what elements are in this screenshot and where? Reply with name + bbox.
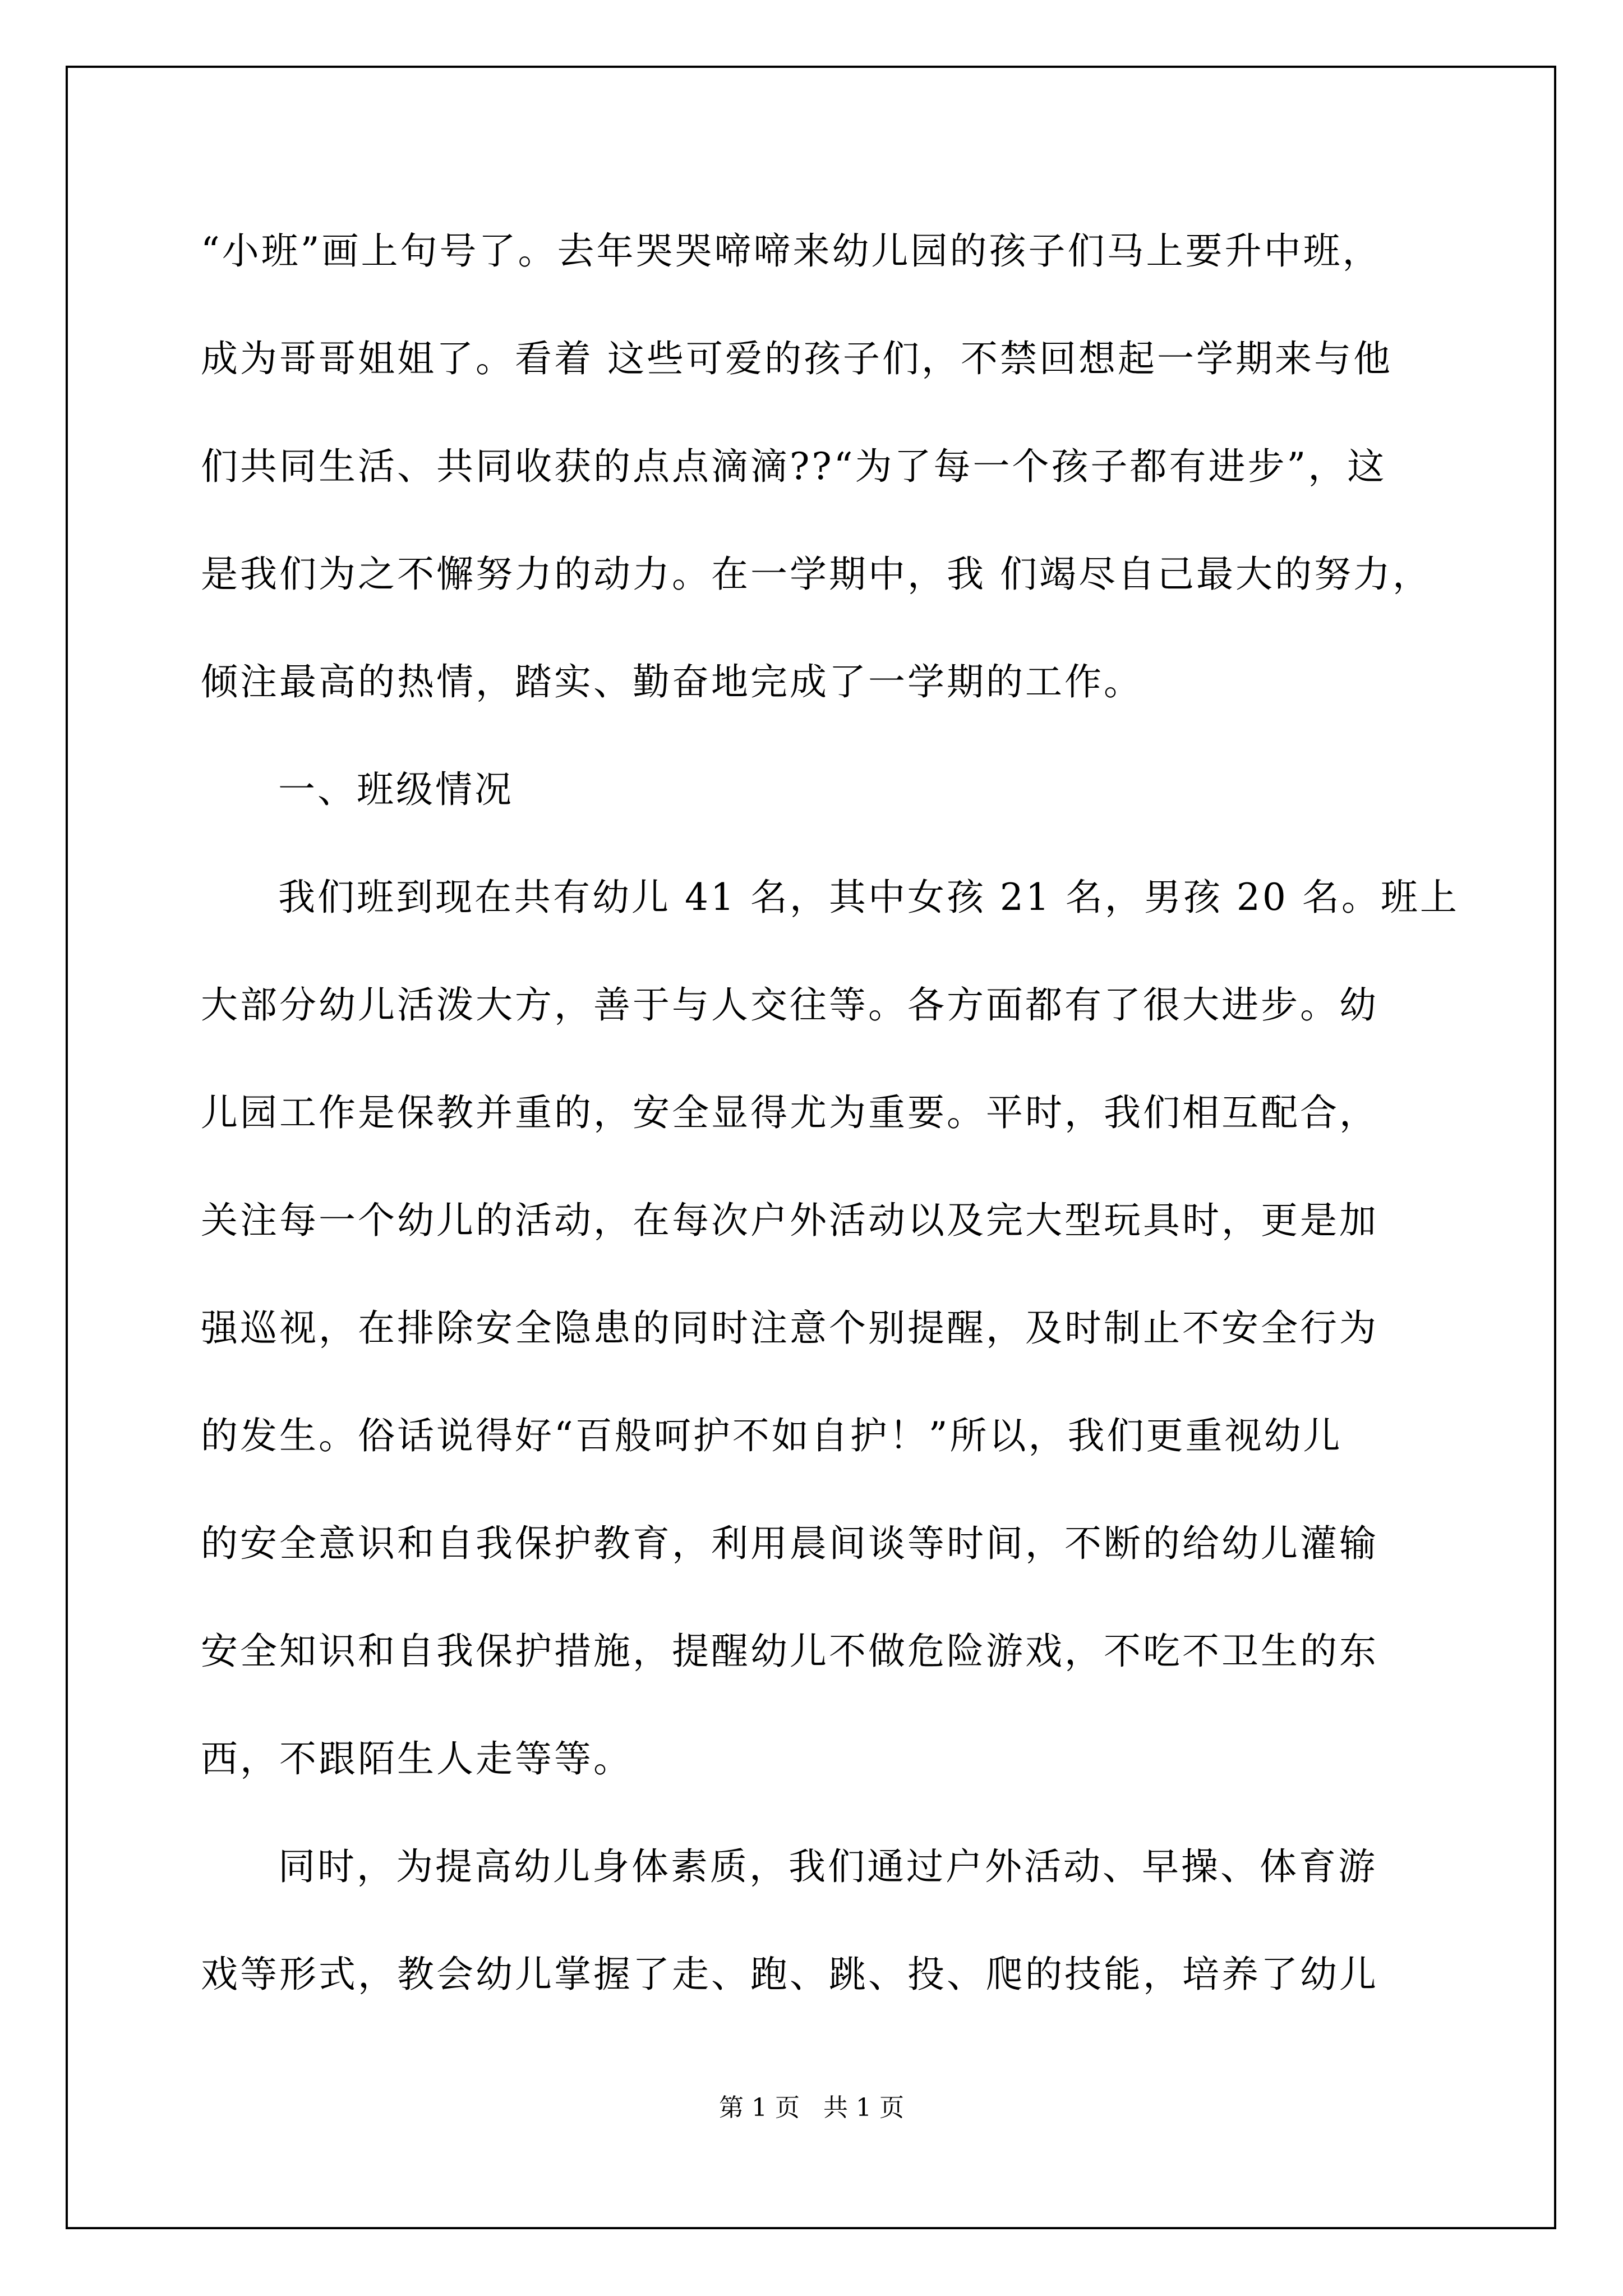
text-line: 我们班到现在共有幼儿 41 名，其中女孩 21 名，男孩 20 名。班上 [278, 876, 1459, 919]
text-line: 儿园工作是保教并重的，安全显得尤为重要。平时，我们相互配合， [201, 1091, 1378, 1134]
text-line: 关注每一个幼儿的活动，在每次户外活动以及完大型玩具时，更是加 [201, 1199, 1378, 1242]
page-footer: 第 1 页 共 1 页 [719, 2093, 904, 2122]
text-line: 同时，为提高幼儿身体素质，我们通过户外活动、早操、体育游 [278, 1845, 1377, 1888]
text-line: 安全知识和自我保护措施，提醒幼儿不做危险游戏，不吃不卫生的东 [201, 1630, 1378, 1673]
page-border [66, 66, 1556, 2229]
text-line: 成为哥哥姐姐了。看着 这些可爱的孩子们，不禁回想起一学期来与他 [201, 337, 1393, 380]
text-line: 西，不跟陌生人走等等。 [201, 1737, 633, 1780]
text-line: 倾注最高的热情，踏实、勤奋地完成了一学期的工作。 [201, 660, 1143, 703]
text-line: 的发生。俗话说得好“百般呵护不如自护！”所以，我们更重视幼儿 [201, 1414, 1343, 1457]
text-line: 大部分幼儿活泼大方，善于与人交往等。各方面都有了很大进步。幼 [201, 983, 1378, 1027]
text-line: 们共同生活、共同收获的点点滴滴??“为了每一个孩子都有进步”，这 [201, 445, 1387, 488]
text-line: 是我们为之不懈努力的动力。在一学期中，我 们竭尽自己最大的努力， [201, 553, 1432, 596]
text-line: “小班”画上句号了。去年哭哭啼啼来幼儿园的孩子们马上要升中班， [201, 229, 1382, 273]
text-line: 的安全意识和自我保护教育，利用晨间谈等时间，不断的给幼儿灌输 [201, 1522, 1378, 1565]
section-heading: 一、班级情况 [278, 768, 514, 811]
text-line: 戏等形式，教会幼儿掌握了走、跑、跳、投、爬的技能，培养了幼儿 [201, 1953, 1378, 1996]
text-line: 强巡视，在排除安全隐患的同时注意个别提醒，及时制止不安全行为 [201, 1306, 1378, 1350]
